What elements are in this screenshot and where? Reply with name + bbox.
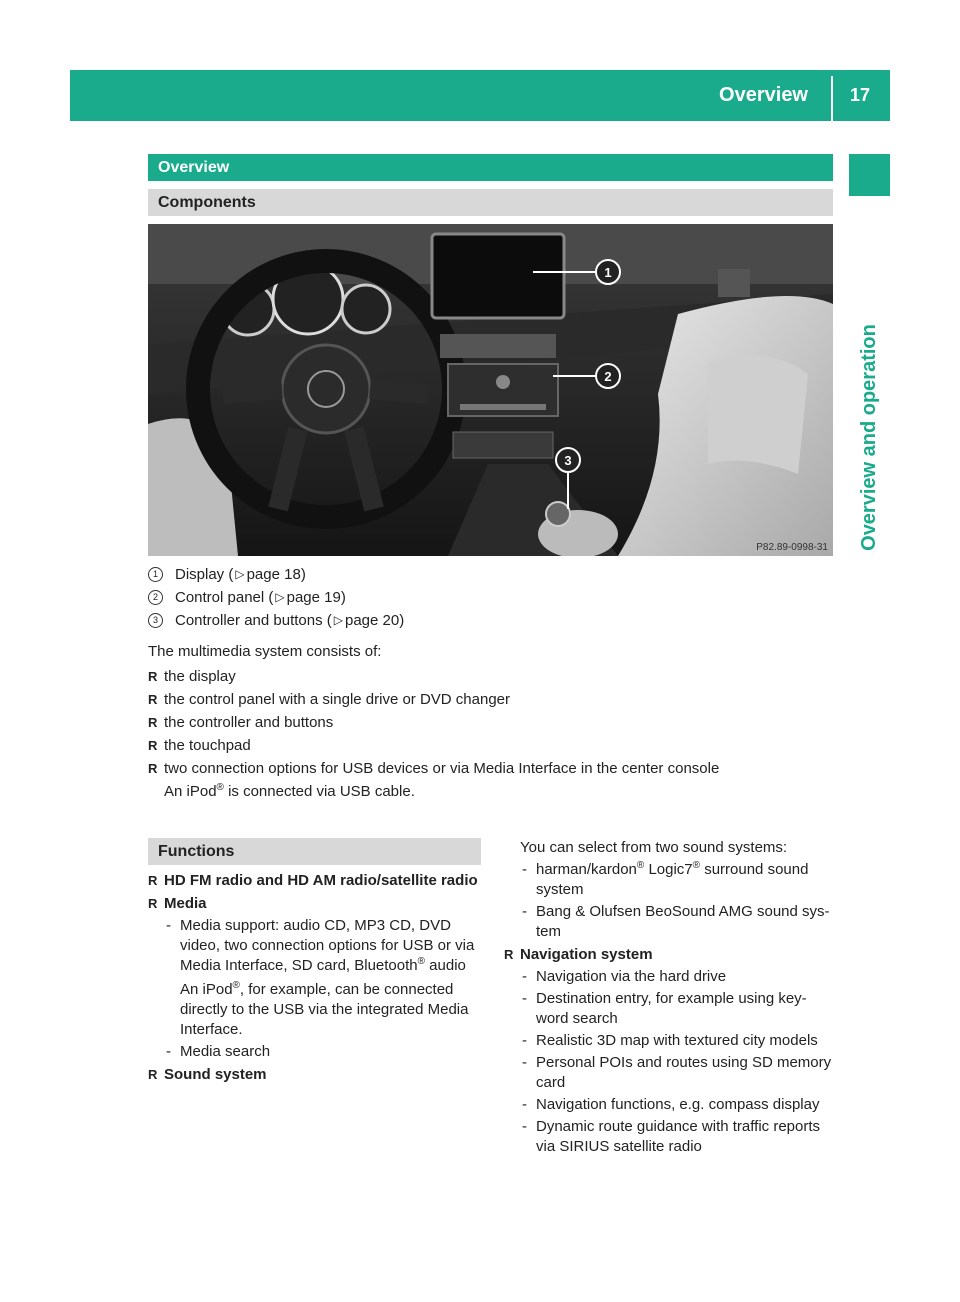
navigation-sublist — [504, 967, 833, 1157]
legend-number: 3 — [148, 613, 163, 628]
controller-knob — [546, 502, 570, 526]
intro-text: The multimedia system consists of: — [148, 643, 382, 660]
image-code: P82.89-0998-31 — [756, 542, 828, 553]
ipod-media-note: An iPod®, for example, can be connected directly to the USB via the integrated Media Interface. — [180, 980, 469, 1038]
list-item: R two connection options for USB devices or via Media Interface in the center console — [148, 757, 833, 780]
list-item: R the controller and buttons — [148, 711, 833, 734]
navigation-item: R Navigation system — [504, 945, 833, 965]
legend-number: 1 — [148, 567, 163, 582]
list-item: - Media support: audio CD, MP3 CD, DVD video, two connection options for USB or via Media Interface, SD card, Bluetooth® audio An iPod®, for example, can be connected directly to the USB via the integrated Media Interface. — [164, 916, 481, 1040]
functions-right-column — [504, 838, 833, 1159]
svg-text:2: 2 — [604, 369, 612, 384]
list-item: - Navigation functions, e.g. compass display — [520, 1095, 833, 1115]
page-ref-icon: ▷ — [235, 567, 245, 581]
list-item: R the display — [148, 665, 833, 688]
media-item: R Media — [148, 894, 481, 914]
callout-3 — [556, 448, 580, 472]
list-item: - Navigation via the hard drive — [520, 967, 833, 987]
list-item: R the touchpad — [148, 734, 833, 757]
components-list — [148, 665, 833, 780]
page-ref-icon: ▷ — [275, 590, 285, 604]
svg-text:3: 3 — [564, 453, 572, 468]
callout-2 — [596, 364, 620, 388]
sound-system-item: R Sound system — [148, 1065, 481, 1085]
display-screen — [432, 234, 564, 318]
ipod-note: An iPod® is connected via USB cable. — [164, 782, 415, 800]
list-item: - Bang & Olufsen BeoSound AMG sound sys- tem — [520, 902, 833, 942]
page-ref-link[interactable]: page 19 — [286, 589, 341, 606]
list-item: - Destination entry, for example using key- word search — [520, 989, 833, 1029]
list-item: - Media search — [164, 1042, 481, 1062]
page-ref-icon: ▷ — [333, 613, 343, 627]
side-marker — [849, 154, 890, 196]
page-ref-link[interactable]: page 20 — [345, 612, 400, 629]
header-title: Overview — [719, 84, 808, 106]
functions-title: Functions — [148, 838, 481, 865]
legend-item: 1 Display ( ▷ page 18 ) — [148, 563, 833, 586]
cockpit-photo — [148, 224, 833, 556]
components-title: Components — [148, 189, 833, 216]
media-sublist — [148, 916, 481, 1062]
page-number: 17 — [849, 85, 870, 105]
page-header — [70, 70, 890, 121]
list-item: - Personal POIs and routes using SD memory card — [520, 1053, 833, 1093]
sound-sublist — [504, 860, 833, 942]
callout-1 — [596, 260, 620, 284]
functions-left-column — [148, 838, 481, 1085]
list-item: - Dynamic route guidance with traffic reports via SIRIUS satellite radio — [520, 1117, 833, 1157]
section-title: Overview — [148, 154, 833, 181]
list-item: - harman/kardon® Logic7® surround sound system — [520, 860, 833, 900]
components-description — [148, 640, 833, 803]
page-ref-link[interactable]: page 18 — [246, 566, 301, 583]
legend-item: 3 Controller and buttons ( ▷ page 20 ) — [148, 609, 833, 632]
list-item: - Realistic 3D map with textured city models — [520, 1031, 833, 1051]
sound-intro: You can select from two sound systems: — [520, 839, 788, 856]
list-item: R the control panel with a single drive or DVD changer — [148, 688, 833, 711]
legend-item: 2 Control panel ( ▷ page 19 ) — [148, 586, 833, 609]
svg-text:1: 1 — [604, 265, 612, 280]
hd-radio-item: R HD FM radio and HD AM radio/satellite radio — [148, 871, 481, 891]
side-tab-label: Overview and operation — [858, 324, 881, 551]
component-legend — [148, 563, 833, 632]
legend-number: 2 — [148, 590, 163, 605]
header-divider — [831, 76, 833, 121]
side-tab — [849, 205, 890, 670]
